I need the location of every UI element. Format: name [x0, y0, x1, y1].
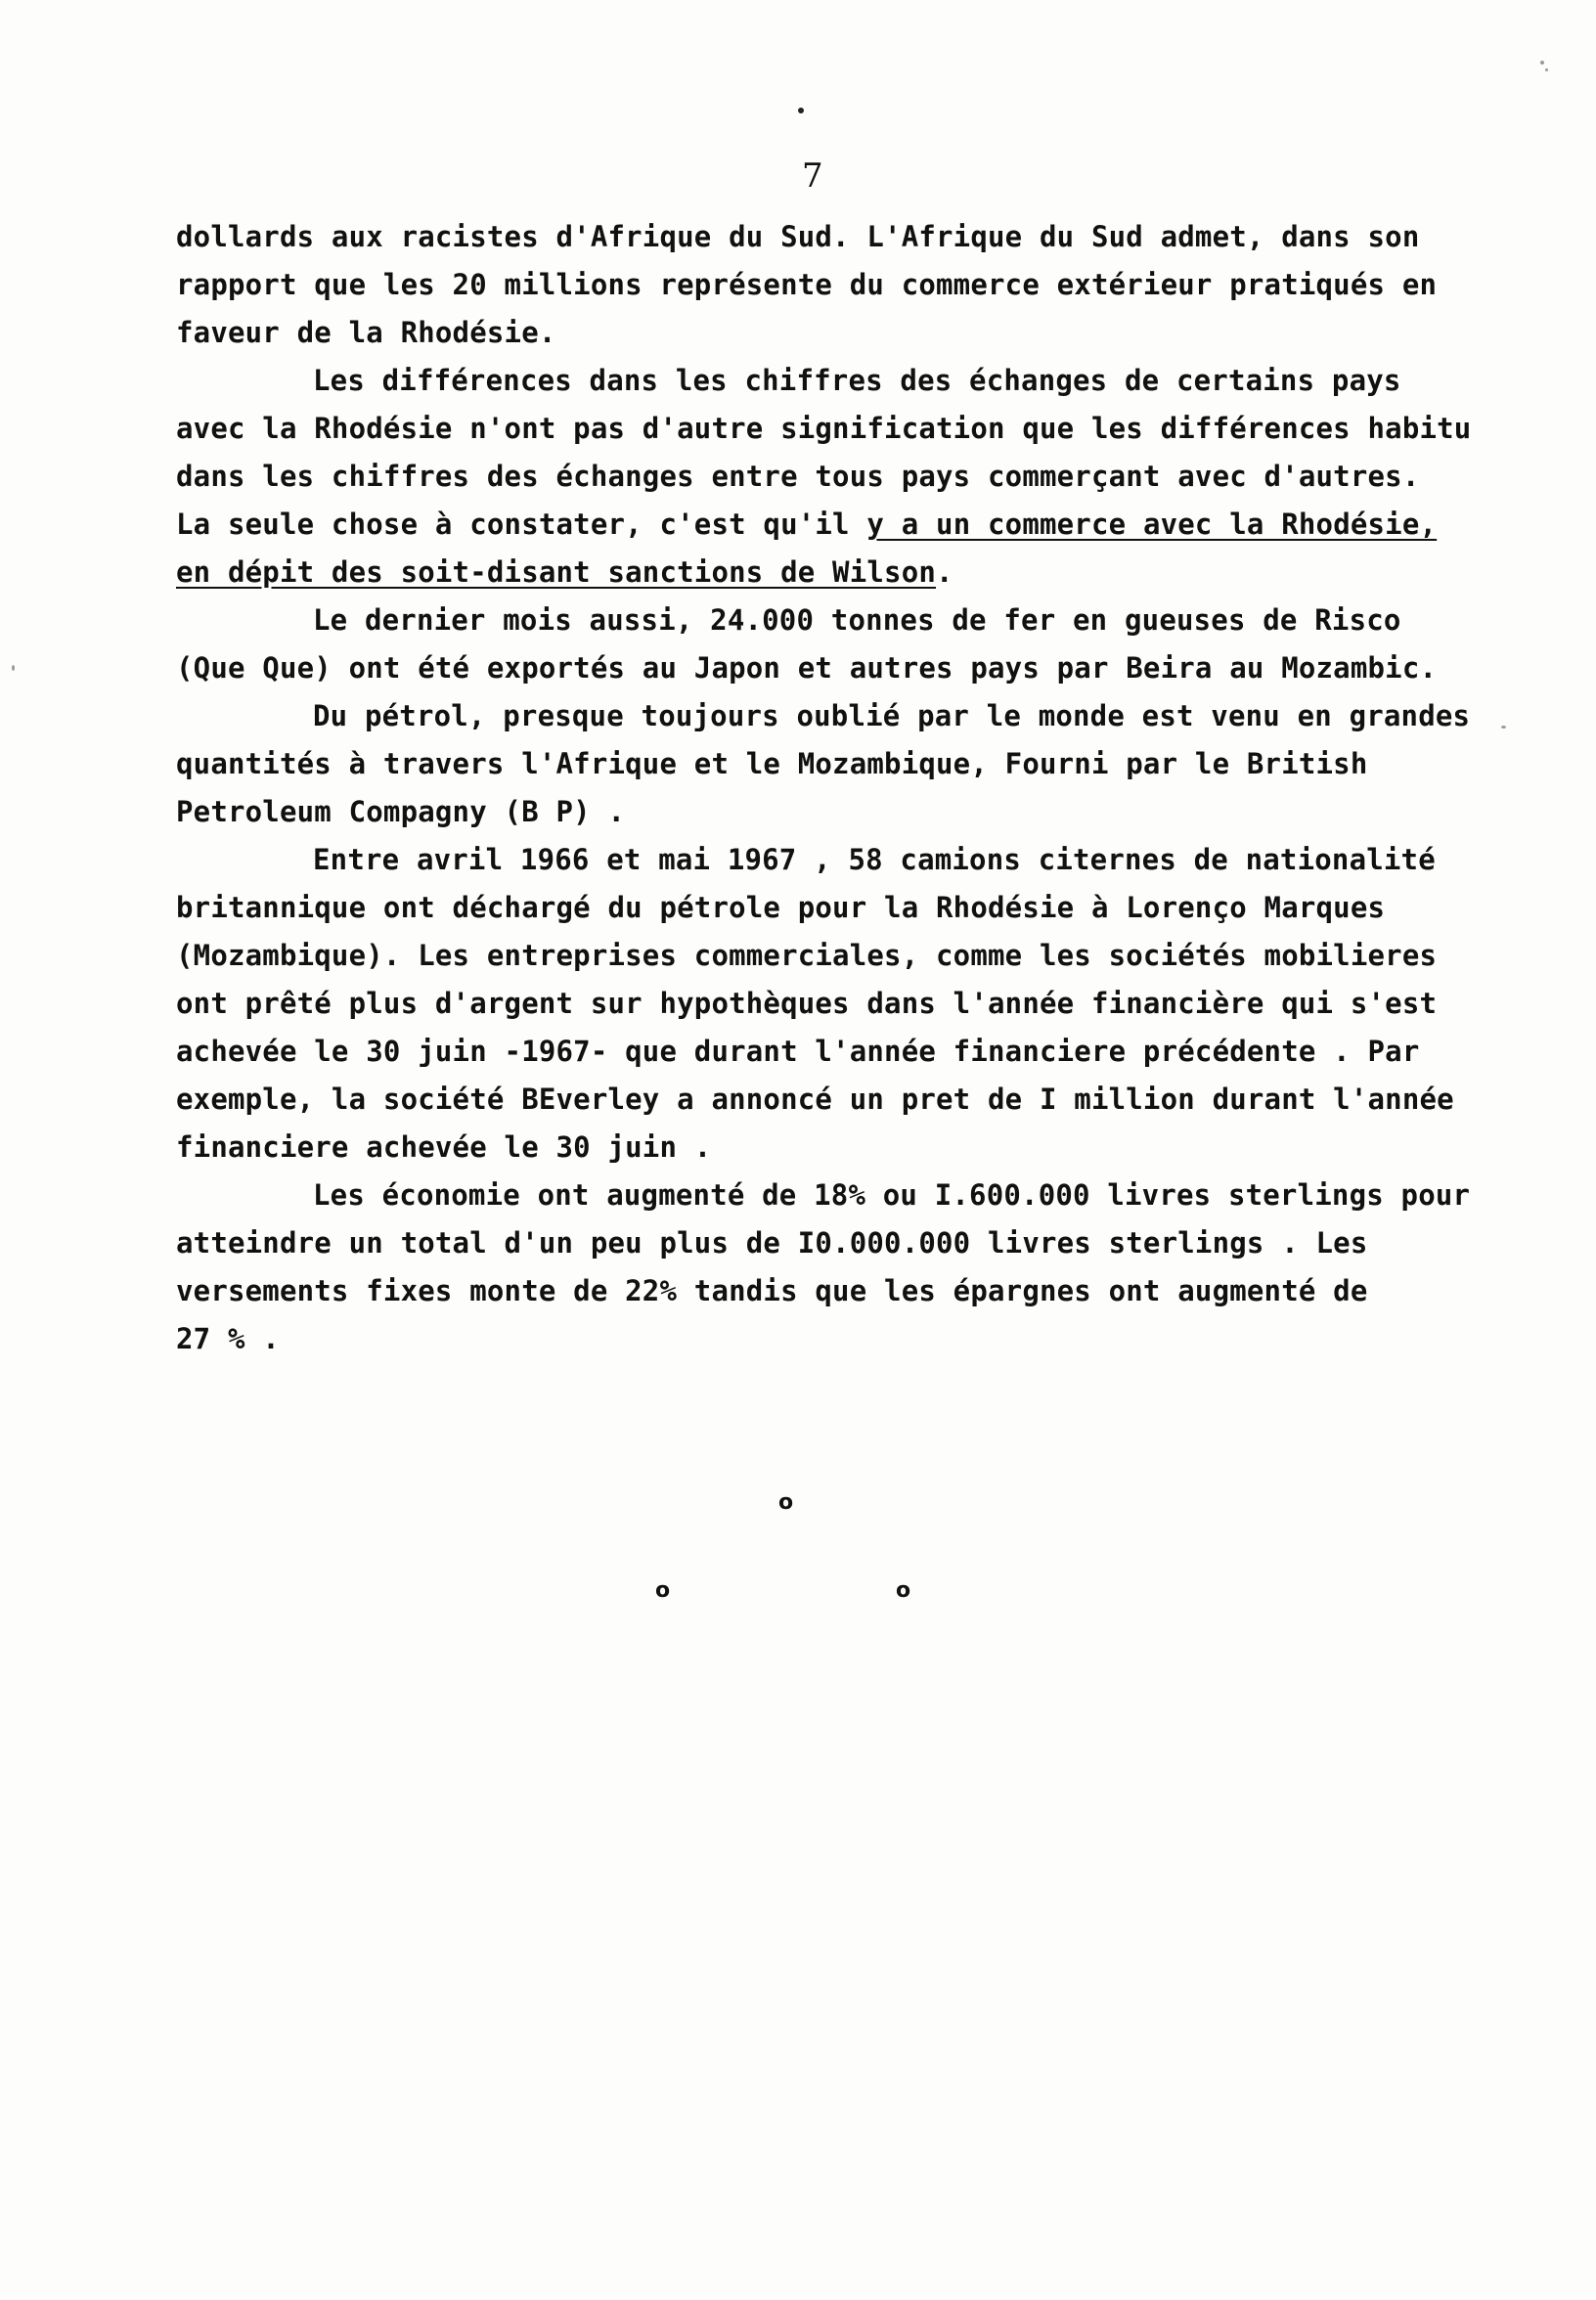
text-line-content: exemple, la société BEverley a annoncé un pret de I million durant l'année [176, 1083, 1454, 1116]
text-line [176, 884, 1486, 932]
text-line-content: financiere achevée le 30 juin . [176, 1130, 712, 1164]
text-line-content: quantités à travers l'Afrique et le Mozambique, Fourni par le British [176, 747, 1368, 780]
text-line [176, 501, 1486, 549]
text-line-content: Les économie ont augmenté de 18% ou I.600.000 livres sterlings pour [313, 1178, 1471, 1212]
text-line-suffix: . [936, 555, 953, 589]
text-line [176, 932, 1486, 980]
text-line [176, 836, 1486, 884]
body-text [176, 213, 1486, 1363]
text-line [176, 980, 1486, 1028]
text-line [176, 1219, 1486, 1267]
text-line [176, 788, 1486, 836]
text-line [176, 1076, 1486, 1124]
text-line-content: Du pétrol, presque toujours oublié par le monde est venu en grandes [313, 699, 1471, 732]
text-line-content: La seule chose à constater, c'est qu'il [176, 508, 867, 541]
text-line-content: rapport que les 20 millions représente du commerce extérieur pratiqués en [176, 268, 1438, 301]
text-line [176, 692, 1486, 740]
text-line [176, 213, 1486, 261]
text-line-content: Le dernier mois aussi, 24.000 tonnes de fer en gueuses de Risco [313, 603, 1401, 637]
page-number: 7 [802, 156, 823, 196]
text-line [176, 1028, 1486, 1076]
text-line [176, 1172, 1486, 1219]
text-line [176, 644, 1486, 692]
text-line [176, 1267, 1486, 1315]
text-line-content: Entre avril 1966 et mai 1967 , 58 camions citernes de nationalité [313, 843, 1436, 876]
text-line-content: (Mozambique). Les entreprises commerciales, comme les sociétés mobilieres [176, 939, 1438, 972]
text-line-content: (Que Que) ont été exportés au Japon et autres pays par Beira au Mozambic. [176, 651, 1438, 685]
text-line [176, 1124, 1486, 1172]
text-line-content: 27 % . [176, 1322, 280, 1355]
text-line [176, 405, 1486, 453]
scan-speck [1540, 61, 1544, 65]
text-line [176, 453, 1486, 501]
text-line [176, 549, 1486, 597]
ornament-circle-top: o [778, 1490, 794, 1515]
underlined-text: en dépit des soit-disant sanctions de Wilson [176, 555, 937, 589]
page-speck [798, 108, 804, 113]
text-line-content: dans les chiffres des échanges entre tous pays commerçant avec d'autres. [176, 460, 1420, 493]
underlined-text: y a un commerce avec la Rhodésie, [866, 508, 1438, 541]
text-line-content: britannique ont déchargé du pétrole pour la Rhodésie à Lorenço Marques [176, 891, 1386, 924]
text-line [176, 740, 1486, 788]
ornament-circle-left: o [655, 1578, 671, 1603]
text-line-content: avec la Rhodésie n'ont pas d'autre signification que les différences habitu [176, 412, 1472, 445]
text-line [176, 1315, 1486, 1363]
text-line-content: ont prêté plus d'argent sur hypothèques dans l'année financière qui s'est [176, 987, 1438, 1020]
scan-speck [1501, 726, 1506, 729]
text-line-content: Les différences dans les chiffres des échanges de certains pays [313, 364, 1401, 397]
text-line-content: achevée le 30 juin -1967- que durant l'année financiere précédente . Par [176, 1035, 1420, 1068]
text-line-content: Petroleum Compagny (B P) . [176, 795, 626, 828]
text-line [176, 597, 1486, 644]
text-line-content: atteindre un total d'un peu plus de I0.000.000 livres sterlings . Les [176, 1226, 1368, 1260]
ornament-circle-right: o [896, 1578, 911, 1603]
text-line-content: dollards aux racistes d'Afrique du Sud. L'Afrique du Sud admet, dans son [176, 220, 1420, 253]
scan-speck [1545, 68, 1548, 71]
text-line-content: versements fixes monte de 22% tandis que les épargnes ont augmenté de [176, 1274, 1368, 1307]
text-line [176, 261, 1486, 309]
text-line [176, 309, 1486, 357]
text-line-content: faveur de la Rhodésie. [176, 316, 556, 349]
scan-speck [12, 665, 15, 671]
text-line [176, 357, 1486, 405]
